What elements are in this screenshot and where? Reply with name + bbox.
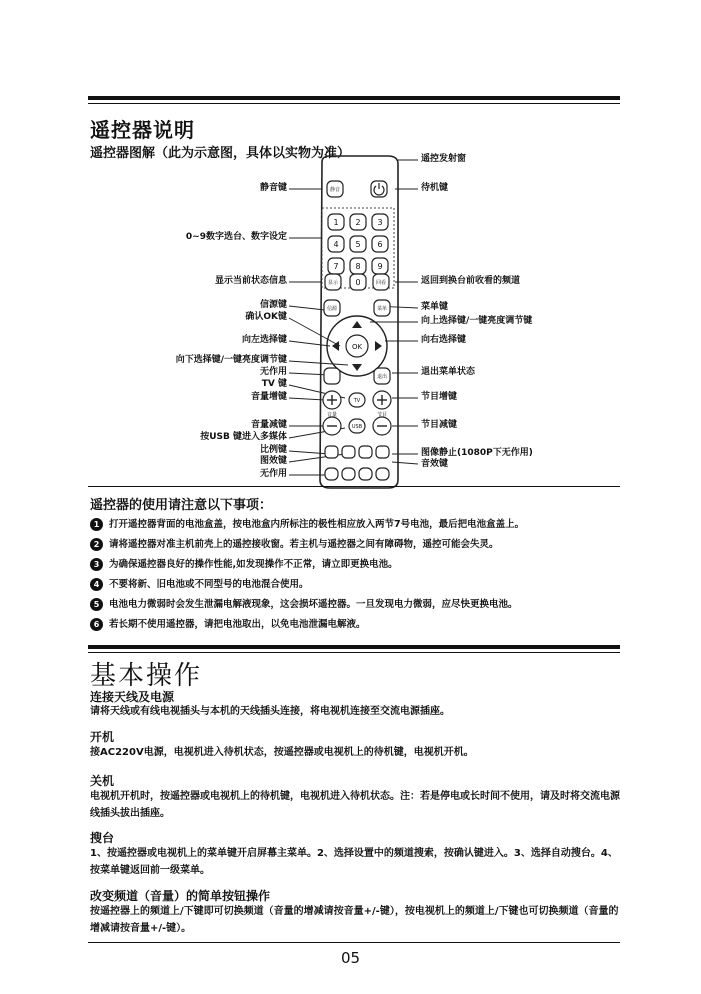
- antenna-text: 请将天线或有线电视插头与本机的天线插头连接，将电视机连接至交流电源插座。: [90, 706, 450, 717]
- label-ratio: 比例键: [259, 445, 287, 455]
- tv-text: TV: [353, 398, 361, 404]
- channel-title: 改变频道（音量）的简单按钮操作: [90, 889, 271, 903]
- label-prog-down: 节目减键: [421, 420, 458, 430]
- note-number-5: 5: [90, 598, 103, 611]
- label-usb: 按USB 键进入多媒体: [200, 432, 287, 442]
- note-text-2: 请将遥控器对准主机前壳上的遥控接收窗。若主机与遥控器之间有障碍物，遥控可能会失灵。: [109, 539, 499, 550]
- label-emitter: 遥控发射窗: [421, 154, 467, 164]
- note-number-2: 2: [90, 538, 103, 551]
- note-1: [90, 516, 650, 531]
- power-on-title: 开机: [90, 730, 115, 744]
- label-up: 向上选择键/一键亮度调节键: [421, 316, 533, 326]
- ok-text: OK: [351, 343, 363, 351]
- note-number-4: 4: [90, 578, 103, 591]
- freeze-button: [359, 446, 372, 458]
- exit-text: 退出: [376, 374, 388, 380]
- notes-title: 遥控器的使用请注意以下事项：: [90, 498, 273, 513]
- note-text-6: 若长期不使用遥控器，请把电池取出，以免电池泄漏电解液。: [109, 619, 366, 630]
- note-number-1: 1: [90, 518, 103, 531]
- label-display: 显示当前状态信息: [214, 276, 287, 286]
- label-left: 向左选择键: [241, 335, 287, 345]
- menu-text: 菜单: [376, 306, 388, 312]
- label-down: 向下选择键/一键亮度调节键: [175, 355, 287, 365]
- note-text-5: 电池电力微弱时会发生泄漏电解液现象，这会损坏遥控器。一旦发现电力微弱，应尽快更换电池。: [109, 599, 518, 610]
- note-5: [90, 596, 650, 611]
- source-text: 信源: [326, 306, 338, 312]
- label-tv: TV 键: [261, 379, 287, 389]
- nav-down-arrow-icon: [352, 364, 362, 371]
- digit-2-text: 2: [355, 218, 361, 227]
- prog-label-text: 节目: [376, 412, 388, 418]
- note-text-4: 不要将新、旧电池或不同型号的电池混合使用。: [109, 579, 309, 590]
- label-no-function-2: 无作用: [259, 469, 287, 479]
- note-2: [90, 536, 650, 551]
- color-button-2: [342, 468, 355, 480]
- label-menu: 菜单键: [421, 302, 449, 312]
- basic-top-rule: [88, 645, 620, 649]
- note-6: [90, 616, 650, 631]
- remote-section-title: 遥控器说明: [90, 118, 195, 142]
- label-sound: 音效键: [421, 459, 449, 469]
- note-text-3: 为确保遥控器良好的操作性能,如发现操作不正常，请立即更换电池。: [109, 559, 398, 570]
- channel-text: 按遥控器上的频道上/下键即可切换频道（音量的增减请按音量+/-键），按电视机上的频道上/下键也可切换频道（音量的增减请按音量+/-键）。: [90, 906, 619, 934]
- remote-control-diagram: [0, 150, 701, 490]
- label-digits: 0~9数字选台、数字设定: [185, 232, 287, 242]
- basic-operation-title: 基本操作: [90, 661, 203, 691]
- power-off-title: 关机: [90, 774, 115, 788]
- mute-text: 静音: [329, 187, 341, 193]
- top-rule-thin: [88, 103, 620, 104]
- label-recall: 返回到换台前收看的频道: [421, 276, 521, 286]
- note-text-1: 打开遥控器背面的电池盒盖，按电池盒内所标注的极性相应放入两节7号电池，最后把电池盒盖上。: [109, 519, 525, 530]
- display-text: 显示: [327, 280, 339, 286]
- label-no-function-1: 无作用: [259, 367, 287, 377]
- search-text: 1、按遥控器或电视机上的菜单键开启屏幕主菜单。2、选择设置中的频道搜索，按确认键进入。3、选择自动搜台。4、按菜单键返回前一级菜单。: [90, 848, 618, 876]
- digit-9-text: 9: [377, 262, 383, 271]
- vol-label-text: 音量: [326, 412, 338, 418]
- antenna-title: 连接天线及电源: [90, 690, 175, 704]
- label-vol-up: 音量增键: [250, 392, 287, 402]
- note-number-6: 6: [90, 618, 103, 631]
- digit-8-text: 8: [355, 262, 361, 271]
- digit-5-text: 5: [355, 240, 361, 249]
- picture-button: [342, 446, 355, 458]
- sound-button: [376, 446, 389, 458]
- digit-3-text: 3: [377, 218, 383, 227]
- no-function-button-1: [324, 368, 340, 384]
- digit-1-text: 1: [333, 218, 339, 227]
- label-right: 向右选择键: [421, 335, 467, 345]
- digit-6-text: 6: [377, 240, 383, 249]
- digit-7-text: 7: [333, 262, 339, 271]
- color-button-1: [325, 468, 338, 480]
- usb-text: USB: [351, 424, 363, 430]
- search-title: 搜台: [90, 831, 115, 845]
- recall-text: 回看: [375, 280, 387, 286]
- label-ok: 确认OK键: [245, 312, 287, 322]
- power-on-text: 接AC220V电源，电视机进入待机状态，按遥控器或电视机上的待机键，电视机开机。: [90, 747, 474, 758]
- page-number: 05: [340, 949, 361, 967]
- label-standby: 待机键: [421, 183, 449, 193]
- nav-up-arrow-icon: [352, 321, 362, 328]
- label-prog-up: 节目增键: [421, 392, 458, 402]
- note-4: [90, 576, 650, 591]
- notes-top-rule: [88, 486, 620, 487]
- label-mute: 静音键: [259, 183, 287, 193]
- color-button-4: [376, 468, 389, 480]
- top-rule: [88, 96, 620, 100]
- note-number-3: 3: [90, 558, 103, 571]
- basic-top-rule-thin: [88, 652, 620, 653]
- label-picture: 图效键: [259, 456, 287, 466]
- color-button-3: [359, 468, 372, 480]
- label-freeze: 图像静止(1080P下无作用): [421, 448, 533, 458]
- label-exit: 退出菜单状态: [421, 367, 476, 377]
- power-off-text: 电视机开机时，按遥控器或电视机上的待机键，电视机进入待机状态。注：若是停电或长时间不使用，请及时将交流电源线插头拔出插座。: [90, 791, 620, 819]
- remote-diagram-subtitle: 遥控器图解（此为示意图，具体以实物为准）: [90, 146, 351, 161]
- note-3: [90, 556, 650, 571]
- label-source: 信源键: [259, 300, 287, 310]
- nav-right-arrow-icon: [375, 341, 382, 351]
- bottom-rule: [88, 942, 620, 943]
- digit-4-text: 4: [333, 240, 339, 249]
- ratio-button: [325, 446, 338, 458]
- digit-0-text: 0: [355, 278, 361, 287]
- label-vol-down: 音量减键: [250, 420, 287, 430]
